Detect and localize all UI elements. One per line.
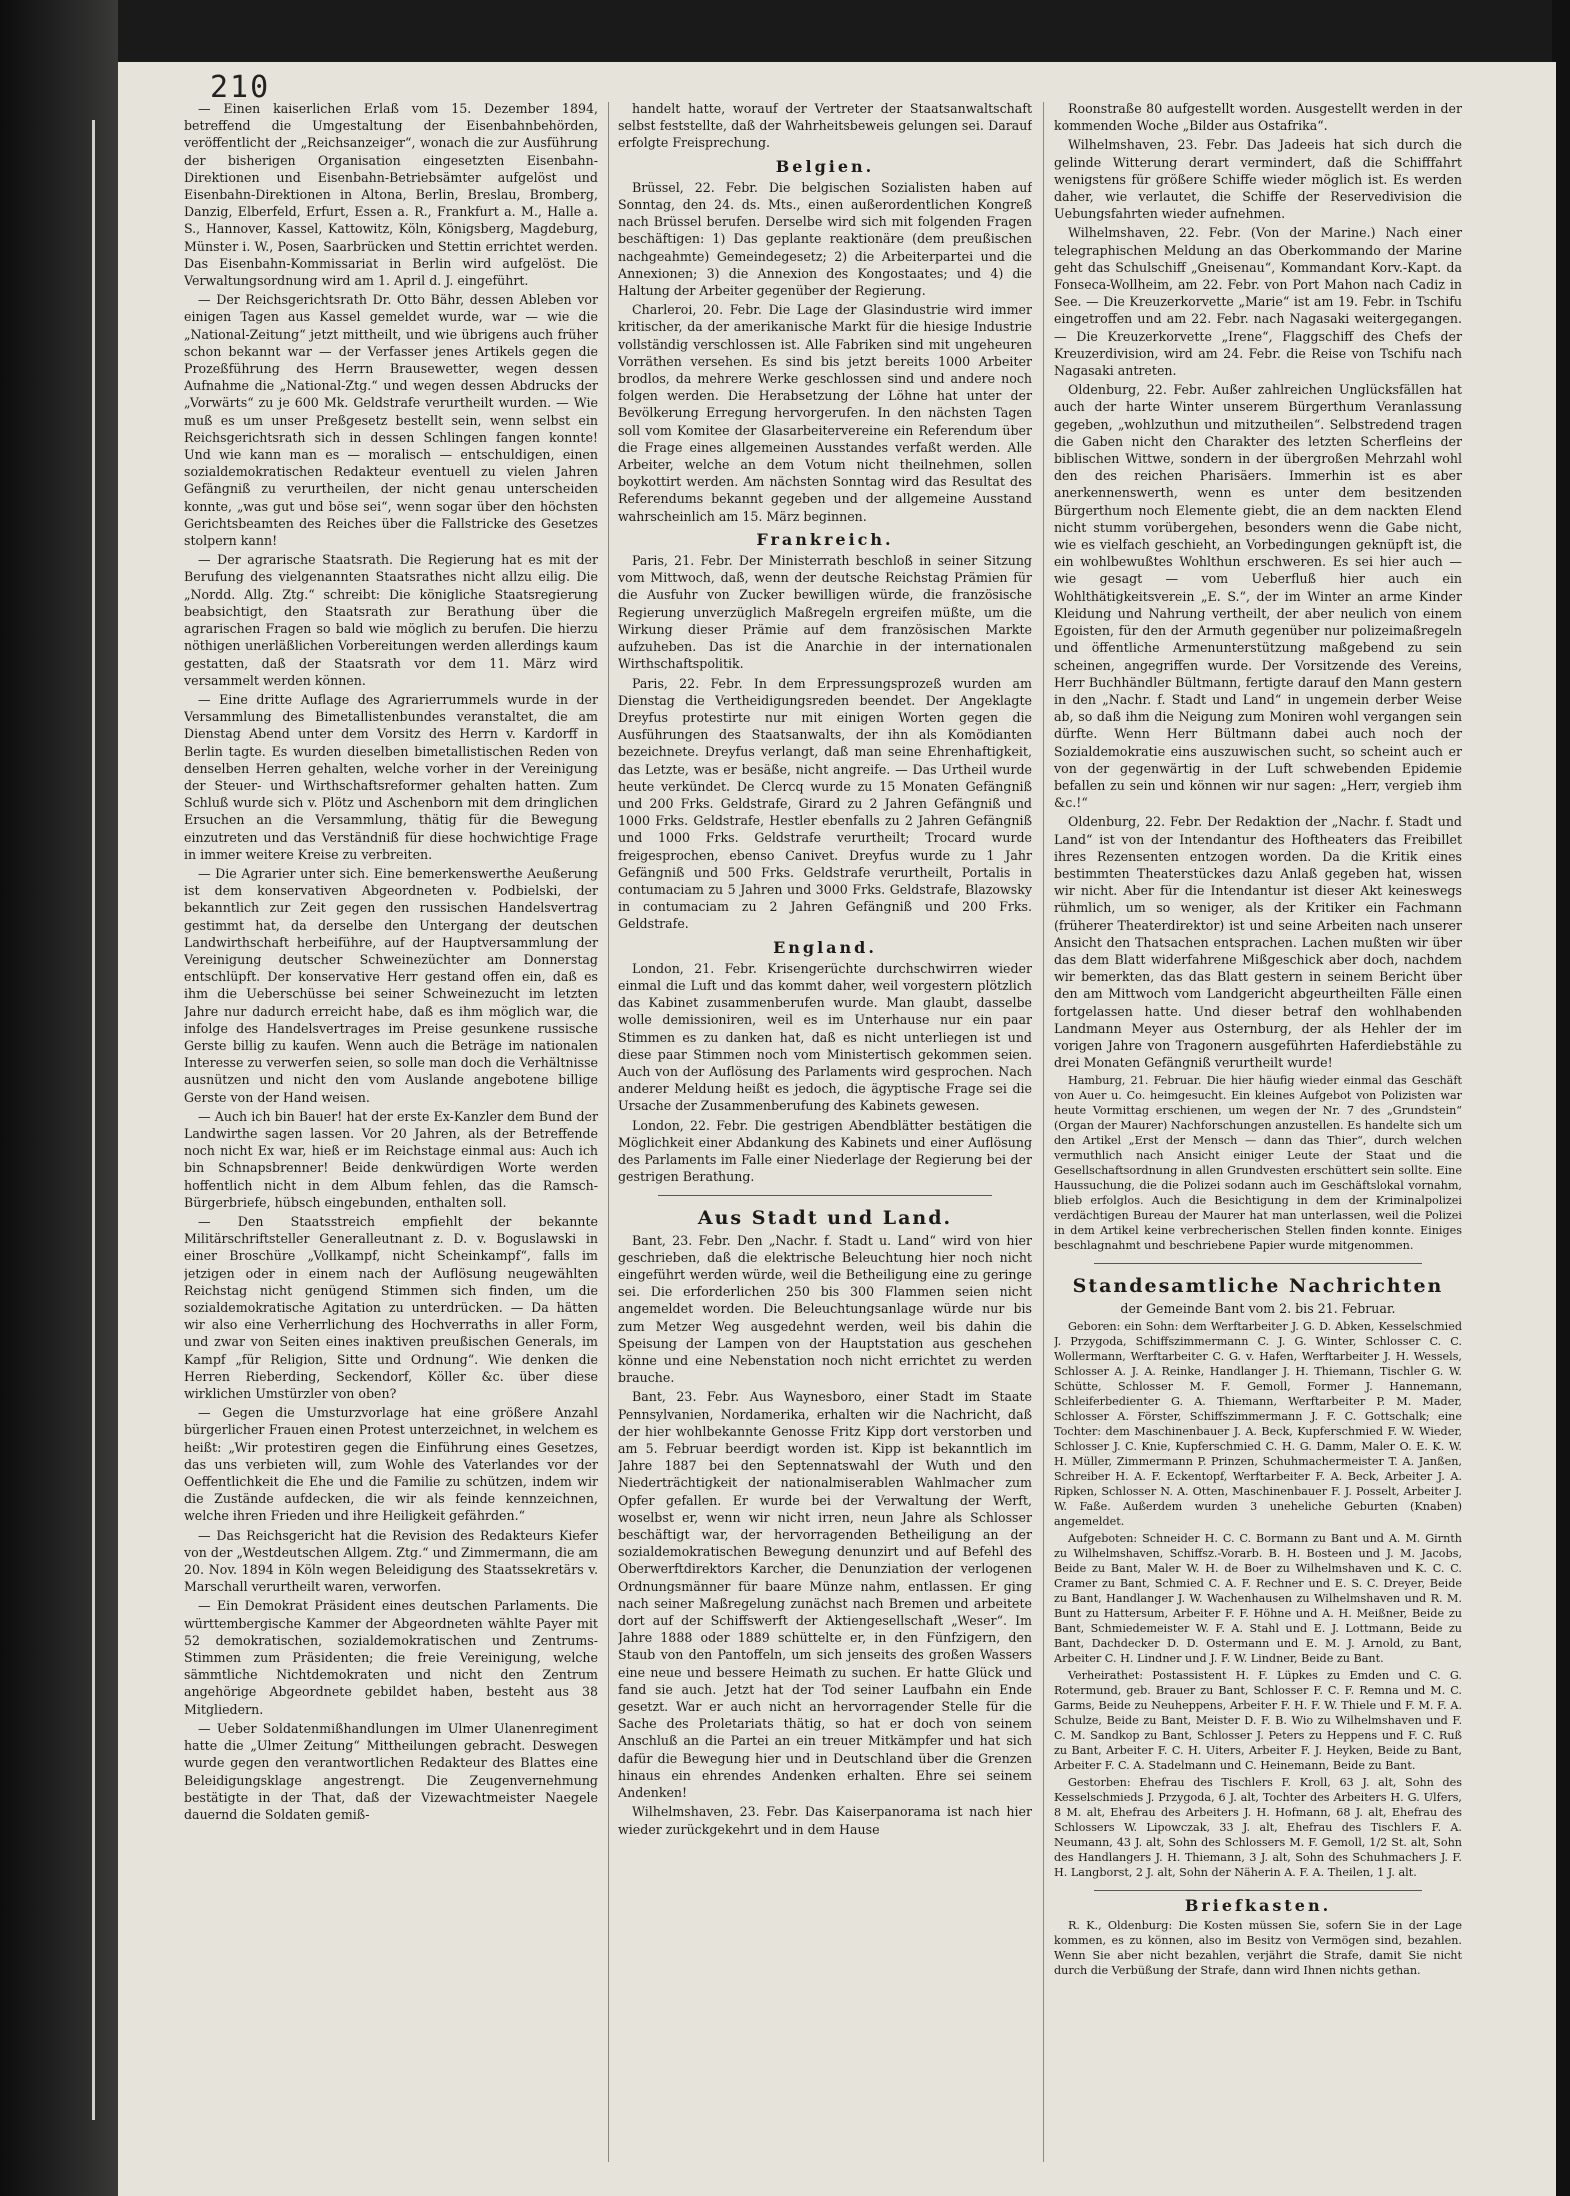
article: — Auch ich bin Bauer! hat der erste Ex-Kanzler dem Bund der Landwirthe sagen lassen. Vor 20 Jahren, als der Betreffende noch nicht Ex war, hieß er im Reichstage einmal aus: Auch ich bin Schnapsbrenner! Beide denkwürdigen Worte werden hoffentlich nicht in dem Album fehlen, das die Ramsch-Bürgerbriefe, hübsch eingebunden, enthalten soll. (184, 1108, 598, 1210)
column-middle (618, 100, 1032, 2170)
registry-entry: Geboren: ein Sohn: dem Werftarbeiter J. G. D. Abken, Kesselschmied J. Przygoda, Schiffszimmermann C. J. G. Winter, Schlosser C. C. Wollermann, Werftarbeiter C. G. v. Hafen, Werftarbeiter J. H. Wessels, Schlosser A. J. A. Reinke, Handlanger J. H. Thiemann, Tischler G. W. Schütte, Schlosser M. F. Gemoll, Former J. Hannemann, Schleiferbedienter G. A. Thiemann, Werftarbeiter P. M. Mader, Schlosser A. Förster, Schiffszimmermann J. F. C. Gottschalk; eine Tochter: dem Maschinenbauer J. A. Beck, Kupferschmied F. W. Wieder, Schlosser J. C. Knie, Kupferschmied C. H. G. Damm, Maler O. E. K. W. H. Müller, Zimmermann P. Prinzen, Schuhmachermeister T. A. Janßen, Schreiber H. A. F. Eckentopf, Werftarbeiter F. A. Beck, Arbeiter J. A. Ripken, Schlosser N. A. Otten, Maschinenbauer F. J. Posselt, Arbeiter J. W. Faße. Außerdem wurden 3 uneheliche Geburten (Knaben) angemeldet. (1054, 1319, 1462, 1528)
article: Wilhelmshaven, 22. Febr. (Von der Marine.) Nach einer telegraphischen Meldung an das Oberkommando der Marine geht das Schulschiff „Gneisenau“, Kommandant Korv.-Kapt. da Fonseca-Wollheim, am 22. Febr. von Port Mahon nach Cadiz in See. — Die Kreuzerkorvette „Marie“ ist am 19. Febr. in Tschifu eingetroffen und am 22. Febr. nach Nagasaki weitergegangen. — Die Kreuzerkorvette „Irene“, Flaggschiff des Chefs der Kreuzerdivision, wird am 24. Febr. die Reise von Tschifu nach Nagasaki antreten. (1054, 225, 1462, 379)
section-heading-standesamt: Standesamtliche Nachrichten (1072, 1275, 1444, 1298)
registry-entry: Gestorben: Ehefrau des Tischlers F. Kroll, 63 J. alt, Sohn des Kesselschmieds J. Przygoda, 6 J. alt, Tochter des Arbeiters H. G. Ulfers, 8 M. alt, Ehefrau des Arbeiters J. H. Hofmann, 68 J. alt, Ehefrau des Schlossers W. Lipowczak, 33 J. alt, Ehefrau des Tischlers F. A. Neumann, 43 J. alt, Sohn des Schlossers M. F. Gemoll, 1/2 St. alt, Sohn des Handlangers J. H. Thiemann, 3 J. alt, Sohn des Schuhmachers J. F. H. Langborst, 2 J. alt, Sohn der Näherin A. F. A. Theilen, 1 J. alt. (1054, 1775, 1462, 1879)
article: Bant, 23. Febr. Aus Waynesboro, einer Stadt im Staate Pennsylvanien, Nordamerika, erhalten wir die Nachricht, daß der hier wohlbekannte Genosse Fritz Kipp dort verstorben und am 5. Februar beerdigt worden ist. Kipp ist bekanntlich im Jahre 1887 bei den Septennatswahl der Wuth und den Niederträchtigkeit der nationalmiserablen Wahlmacher zum Opfer gefallen. Er wurde bei der Verwaltung der Werft, woselbst er, wenn wir nicht irren, neun Jahre als Schlosser beschäftigt war, der hervorragenden Betheiligung an der sozialdemokratischen Bewegung denunzirt und auf Befehl des Oberwerftdirektors Karcher, die Denunziation der verlogenen Ordnungsmänner für baare Münze nahm, entlassen. Er ging nach seiner Maßregelung zunächst nach Bremen und arbeitete dort auf der Schiffswerft der Aktiengesellschaft „Weser“. Im Jahre 1888 oder 1889 schüttelte er, in den Fünfzigern, den Staub von den Pantoffeln, um sich jenseits des großen Wassers eine neue und bessere Heimath zu suchen. Er hatte Glück und fand sie auch. Jetzt hat der Tod seiner Laufbahn ein Ende gesetzt. War er auch nicht an hervorragender Stelle für die Sache des Proletariats thätig, so hat er doch von seinem Anschluß an die Partei an ein treuer Mitkämpfer und hat sich dafür die Bewegung hier und in Deutschland über die Grenzen hinaus ein ehrendes Andenken erhalten. Ehre sei seinem Andenken! (618, 1389, 1032, 1801)
article: Roonstraße 80 aufgestellt worden. Ausgestellt werden in der kommenden Woche „Bilder aus Ostafrika“. (1054, 101, 1462, 134)
section-subheading: der Gemeinde Bant vom 2. bis 21. Februar. (1120, 1300, 1396, 1316)
article: — Ein Demokrat Präsident eines deutschen Parlaments. Die württembergische Kammer der Abgeordneten wählte Payer mit 52 demokratischen, sozialdemokratischen und Zentrums-Stimmen zum Präsidenten; die freie Vereinigung, welche sämmtliche Nichtdemokraten und nicht den Zentrum angehörige Abgeordnete gebildet haben, besteht aus 38 Mitgliedern. (184, 1598, 598, 1717)
article: Wilhelmshaven, 23. Febr. Das Jadeeis hat sich durch die gelinde Witterung derart vermindert, daß die Schifffahrt wenigstens für größere Schiffe wieder möglich ist. Es werden daher, wie verlautet, die Schiffe der Reservedivision die Uebungsfahrten wieder aufnehmen. (1054, 137, 1462, 222)
section-heading-frankreich: Frankreich. (756, 529, 894, 549)
article: — Eine dritte Auflage des Agrarierrummels wurde in der Versammlung des Bimetallistenbundes veranstaltet, die am Dienstag Abend unter dem Vorsitz des Herrn v. Kardorff in Berlin tagte. Es wurden dieselben bimetallistischen Reden von denselben Herren gehalten, welche vorher in der Vereinigung der Steuer- und Wirthschaftsreformer gehalten hatten. Zum Schluß wurde sich v. Plötz und Aschenborn mit dem dringlichen Ersuchen an die Versammlung, thätig für die Bewegung einzutreten und das Verständniß für diese hochwichtige Frage in immer weitere Kreise zu verbreiten. (184, 691, 598, 862)
binding-rule (92, 120, 95, 2120)
column-rule (1043, 102, 1044, 2162)
book-binding (0, 0, 118, 2196)
article: — Ueber Soldatenmißhandlungen im Ulmer Ulanenregiment hatte die „Ulmer Zeitung“ Mittheilungen gebracht. Deswegen wurde gegen den verantwortlichen Redakteur des Blattes eine Beleidigungsklage angestrengt. Die Zeugenvernehmung bestätigte in der That, daß der Vizewachtmeister Naegele dauernd die Soldaten gemiß- (184, 1720, 598, 1822)
section-divider (658, 1195, 992, 1196)
letter-reply: R. K., Oldenburg: Die Kosten müssen Sie, sofern Sie in der Lage kommen, es zu können, also im Besitz von Vermögen sind, bezahlen. Wenn Sie aber nicht bezahlen, verjährt die Strafe, damit Sie nicht durch die Verbüßung der Strafe, dann wird Ihnen nichts gethan. (1054, 1918, 1462, 1977)
registry-entry: Aufgeboten: Schneider H. C. C. Bormann zu Bant und A. M. Girnth zu Wilhelmshaven, Schiffsz.-Vorarb. B. H. Bosteen und J. M. Jacobs, Beide zu Bant, Maler W. H. de Boer zu Wilhelmshaven und K. C. C. Cramer zu Bant, Schmied C. A. F. Rechner und E. S. C. Dreyer, Beide zu Bant, Handlanger J. W. Wachenhausen zu Wilhelmshaven und R. M. Bunt zu Hattersum, Arbeiter F. F. Höhne und A. H. Meißner, Beide zu Bant, Schmiedemeister W. F. A. Stahl und E. J. Lottmann, Beide zu Bant, Dachdecker D. D. Ostermann und E. M. J. Arnold, zu Bant, Arbeiter C. H. Lindner und J. F. W. Lindner, Beide zu Bant. (1054, 1531, 1462, 1665)
section-heading-belgien: Belgien. (775, 156, 875, 176)
article: — Einen kaiserlichen Erlaß vom 15. Dezember 1894, betreffend die Umgestaltung der Eisenbahnbehörden, veröffentlicht der „Reichsanzeiger“, wonach die zur Ausführung der bisherigen Organisation eingesetzten Eisenbahn-Direktionen und Eisenbahn-Betriebsämter aufgelöst und Eisenbahn-Direktionen in Altona, Berlin, Breslau, Bromberg, Danzig, Elberfeld, Erfurt, Essen a. R., Frankfurt a. M., Halle a. S., Hannover, Kassel, Kattowitz, Köln, Königsberg, Magdeburg, Münster i. W., Posen, Saarbrücken und Stettin errichtet werden. Das Eisenbahn-Kommissariat in Berlin wird aufgelöst. Die Verwaltungsordnung wird am 1. April d. J. eingeführt. (184, 101, 598, 289)
article: Paris, 21. Febr. Der Ministerrath beschloß in seiner Sitzung vom Mittwoch, daß, wenn der deutsche Reichstag Prämien für die Ausfuhr von Zucker bewilligen würde, die französische Regierung unverzüglich Maßregeln ergreifen müßte, um die Wirkung dieser Prämie auf dem französischen Markte aufzuheben. Das ist die Anarchie in der internationalen Wirthschaftspolitik. (618, 553, 1032, 672)
section-heading-england: England. (773, 937, 877, 957)
column-rule (608, 102, 609, 2162)
article: Oldenburg, 22. Febr. Außer zahlreichen Unglücksfällen hat auch der harte Winter unserem Bürgerthum Veranlassung gegeben, „wohlzuthun und mitzutheilen“. Selbstredend tragen die Gaben nicht den Charakter des letzten Scherfleins der biblischen Wittwe, sondern in der übergroßen Mehrzahl wohl den des reichen Pharisäers. Immerhin ist es aber anerkennenswerth, wenn es unter dem besitzenden Bürgerthum noch Elemente giebt, die an dem nackten Elend nicht stumm vorübergehen, besonders wenn die Gabe nicht, wie es vielfach geschieht, an Vorbedingungen geknüpft ist, die ein wohlbewußtes Wohlthun erschweren. Es sei hier auch — wie gesagt — vom Ueberfluß hier auch ein Wohlthätigkeitsverein „E. S.“, der im Winter an arme Kinder Kleidung und Nahrung vertheilt, der aber neulich von einem Egoisten, für den der Armuth gegenüber nur polizeimaßregeln und öffentliche Armenunterstützung maßgebend zu sein scheinen, angegriffen wurde. Der Vorsitzende des Vereins, Herr Buchhändler Bültmann, fertigte darauf den Mann gestern in den „Nachr. f. Stadt und Land“ in ungemein derber Weise ab, so daß ihm die Neigung zum Moniren wohl vergangen sein dürfte. Wenn Herr Bültmann dabei auch noch der Sozialdemokratie eins auszuwischen sucht, so scheint auch er von der gegenwärtig in der Luft schwebenden Epidemie befallen zu sein und können wir nur sagen: „Herr, vergieb ihm &c.!“ (1054, 382, 1462, 811)
article: — Das Reichsgericht hat die Revision des Redakteurs Kiefer von der „Westdeutschen Allgem. Ztg.“ und Zimmermann, die am 20. Nov. 1894 in Köln wegen Beleidigung des Staatssekretärs v. Marschall verurtheilt waren, verworfen. (184, 1527, 598, 1595)
column-right (1054, 100, 1462, 2170)
section-divider (1094, 1263, 1422, 1264)
registry-entry: Verheirathet: Postassistent H. F. Lüpkes zu Emden und C. G. Rotermund, geb. Brauer zu Bant, Schlosser F. C. F. Remna und M. C. Garms, Beide zu Neuheppens, Arbeiter F. H. F. W. Thiele und F. M. F. A. Schulze, Beide zu Bant, Meister D. F. B. Wio zu Wilhelmshaven und F. C. M. Sandkop zu Bant, Schlosser J. Peters zu Heppens und F. C. Ruß zu Bant, Arbeiter F. C. H. Uiters, Arbeiter F. J. Heyken, Beide zu Bant, Arbeiter F. C. A. Stadelmann und C. Heinemann, Beide zu Bant. (1054, 1668, 1462, 1772)
article: — Den Staatsstreich empfiehlt der bekannte Militärschriftsteller Generalleutnant z. D. v. Boguslawski in einer Broschüre „Vollkampf, nicht Scheinkampf“, falls im jetzigen oder in einem nach der Auflösung neugewählten Reichstag nicht genügend Stimmen sich finden, um die sozialdemokratische Agitation zu unterdrücken. — Da hätten wir also eine Verherrlichung des Hochverraths in aller Form, und zwar von Seiten eines inaktiven preußischen Generals, im Kampf „für Religion, Sitte und Ordnung“. Wie denken die Herren Rieberding, Seckendorf, Köller &c. über diese wirklichen Umstürzler von oben? (184, 1214, 598, 1402)
newspaper-page (118, 62, 1556, 2196)
article: Brüssel, 22. Febr. Die belgischen Sozialisten haben auf Sonntag, den 24. ds. Mts., einen außerordentlichen Kongreß nach Brüssel berufen. Derselbe wird sich mit folgenden Fragen beschäftigen: 1) Das geplante reaktionäre (dem preußischen nachgeahmte) Gemeindegesetz; 2) die Arbeiterpartei und die Annexionen; 3) die Annexion des Kongostaates; und 4) die Haltung der Arbeiter gegenüber der Regierung. (618, 179, 1032, 299)
article-continuation: handelt hatte, worauf der Vertreter der Staatsanwaltschaft selbst feststellte, daß der Wahrheitsbeweis gelungen sei. Darauf erfolgte Freisprechung. (618, 101, 1032, 151)
article: Bant, 23. Febr. Den „Nachr. f. Stadt u. Land“ wird von hier geschrieben, daß die elektrische Beleuchtung hier noch nicht eingeführt werden würde, weil die Betheiligung eine zu geringe sei. Die erforderlichen 250 bis 300 Flammen seien nicht angemeldet worden. Die Beleuchtungsanlage würde nur bis zum Metzer Weg ausgedehnt werden, weil bis dahin die Speisung der Lampen von der Hauptstation aus geschehen könne und eine Nebenstation noch nicht errichtet zu werden brauche. (618, 1232, 1032, 1386)
article: — Gegen die Umsturzvorlage hat eine größere Anzahl bürgerlicher Frauen einen Protest unterzeichnet, in welchem es heißt: „Wir protestiren gegen die Einführung eines Gesetzes, das uns verbieten will, zum Wohle des Vaterlandes vor der Oeffentlichkeit die Ehe und die Familie zu schützen, indem wir die Zustände aufdecken, die wir als feinde kennzeichnen, welche ihren Frieden und ihre Heiligkeit gefährden.“ (184, 1405, 598, 1524)
column-left (184, 100, 598, 2170)
article: Paris, 22. Febr. In dem Erpressungsprozeß wurden am Dienstag die Vertheidigungsreden beendet. Der Angeklagte Dreyfus protestirte nur mit einigen Worten gegen die Ausführungen des Staatsanwalts, der ihn als Komödianten bezeichnete. Dreyfus verlangt, daß man seine Ehrenhaftigkeit, das Letzte, was er besäße, nicht angreife. — Das Urtheil wurde heute verkündet. De Clercq wurde zu 15 Monaten Gefängniß und 200 Frks. Geldstrafe, Girard zu 2 Jahren Gefängniß und 1000 Frks. Geldstrafe, Hestler ebenfalls zu 2 Jahren Gefängniß und 1000 Frks. Geldstrafe verurtheilt; Trocard wurde freigesprochen, ebenso Canivet. Dreyfus wurde zu 1 Jahr Gefängniß und 500 Frks. Geldstrafe verurtheilt, Portalis in contumaciam zu 5 Jahren und 3000 Frks. Geldstrafe, Blazowsky in contumaciam zu 2 Jahren Gefängniß und 200 Frks. Geldstrafe. (618, 675, 1032, 932)
article: — Der Reichsgerichtsrath Dr. Otto Bähr, dessen Ableben vor einigen Tagen aus Kassel gemeldet wurde, war — wie die „National-Zeitung“ jetzt mittheilt, und wie übrigens auch früher schon bekannt war — der Verfasser jenes Artikels gegen die Prozeßführung des Herrn Brausewetter, wegen dessen Aufnahme die „National-Ztg.“ und wegen dessen Abdrucks der „Vorwärts“ zu je 600 Mk. Geldstrafe verurtheilt wurden. — Wie muß es um unser Preßgesetz bestellt sein, wenn selbst ein Reichsgerichtsrath sich in dessen Schlingen fangen konnte! Und wie kann man es — moralisch — entschuldigen, einen sozialdemokratischen Redakteur eventuell zu vielen Jahren Gefängniß zu verurtheilen, der nicht genau unterscheiden konnte, „was gut und böse sei“, wenn sogar über den höchsten Gerichtsbeamten des Reiches über die Fallstricke des Gesetzes stolpern kann! (184, 292, 598, 549)
article: Oldenburg, 22. Febr. Der Redaktion der „Nachr. f. Stadt und Land“ ist von der Intendantur des Hoftheaters das Freibillet ihres Rezensenten entzogen worden. Da die Kritik eines bestimmten Theaterstückes dazu Anlaß gegeben hat, wissen wir nicht. Aber für die Intendantur ist dieser Akt keineswegs rühmlich, um so weniger, als der Kritiker ein Fachmann (früherer Theaterdirektor) ist und seine Arbeiten nach unserer Ansicht den Thatsachen entsprachen. Lachen mußten wir über das dem Blatt widerfahrene Mißgeschick aber doch, nachdem wir bemerkten, das das Blatt gestern in seinem Bericht über den am Mittwoch vom Landgericht abgeurtheilten Fälle einen fortgelassen hatte. Und dieser betraf den wohlhabenden Landmann Meyer aus Osternburg, der als Hehler der im vorigen Jahre von Tragonern ausgeführten Haferdiebstähle zu drei Monaten Gefängniß verurtheilt wurde! (1054, 814, 1462, 1071)
article: London, 22. Febr. Die gestrigen Abendblätter bestätigen die Möglichkeit einer Abdankung des Kabinets und einer Auflösung des Parlaments im Falle einer Niederlage der Regierung bei der gestrigen Berathung. (618, 1117, 1032, 1185)
article: Charleroi, 20. Febr. Die Lage der Glasindustrie wird immer kritischer, da der amerikanische Markt für die hiesige Industrie vollständig verschlossen ist. Alle Fabriken sind mit ungeheuren Vorräthen versehen. Es sind bis jetzt bereits 1000 Arbeiter brodlos, da mehrere Werke geschlossen sind und andere noch folgen werden. Die Herabsetzung der Löhne hat unter der Bevölkerung Erregung hervorgerufen. In den nächsten Tagen soll vom Komitee der Glasarbeitervereine ein Referendum über die Frage eines allgemeinen Ausstandes verfaßt werden. Alle Arbeiter, welche an dem Votum nicht theilnehmen, sollen boykottirt werden. Am nächsten Sonntag wird das Resultat des Referendums bekannt gegeben und der allgemeine Ausstand wahrscheinlich am 15. März beginnen. (618, 302, 1032, 524)
section-heading-briefkasten: Briefkasten. (1184, 1895, 1332, 1915)
section-divider (1094, 1890, 1422, 1891)
article: Wilhelmshaven, 23. Febr. Das Kaiserpanorama ist nach hier wieder zurückgekehrt und in dem Hause (618, 1804, 1032, 1837)
page-number: 210 (210, 70, 271, 105)
article: London, 21. Febr. Krisengerüchte durchschwirren wieder einmal die Luft und das kommt daher, weil vorgestern plötzlich das Kabinet zusammenberufen wurde. Man glaubt, dasselbe wolle demissioniren, weil es im Unterhause nur ein paar Stimmen es zu danken hat, daß es nicht unterliegen ist und diese paar Stimmen noch vom Ministertisch gekommen seien. Auch von der Auflösung des Parlaments wird gesprochen. Nach anderer Meldung heißt es jedoch, die ägyptische Frage sei die Ursache der Zusammenberufung des Kabinets gewesen. (618, 960, 1032, 1114)
section-heading-stadt-land: Aus Stadt und Land. (697, 1207, 953, 1230)
article-small: Hamburg, 21. Februar. Die hier häufig wieder einmal das Geschäft von Auer u. Co. heimgesucht. Ein kleines Aufgebot von Polizisten war heute Vormittag erschienen, um wegen der Nr. 7 des „Grundstein“ (Organ der Maurer) Nachforschungen anzustellen. Es handelte sich um den Artikel „Erst der Mensch — dann das Thier“, durch welchen vermuthlich nach Ansicht einiger Leute der Staat und die Gesellschaftsordnung in allen Grundvesten erschüttert sein sollte. Eine Haussuchung, die die Polizei sodann auch im Geschäftslokal vornahm, blieb erfolglos. Auch die Besichtigung in dem der Kriminalpolizei verdächtigen Bureau der Maurer hat man unterlassen, weil die Polizei in dem Artikel keine verbrecherischen Stellen finden konnte. Einiges beschlagnahmt und beschriebene Papier wurde mitgenommen. (1054, 1074, 1462, 1253)
article: — Die Agrarier unter sich. Eine bemerkenswerthe Aeußerung ist dem konservativen Abgeordneten v. Podbielski, der bekanntlich zur Zeit gegen den russischen Handelsvertrag gestimmt hat, da derselbe den Untergang der deutschen Landwirthschaft herbeiführe, auf der Hauptversammlung der Vereinigung deutscher Schweinezüchter am Donnerstag entschlüpft. Der konservative Herr gestand offen ein, daß es ihm die Ueberschüsse bei seiner Schweinezucht im letzten Jahre nur dadurch erreicht habe, daß es ihm möglich war, die infolge des Handelsvertrages im Preise gesunkene russische Gerste billig zu kaufen. Wenn auch die Beträge im nationalen Interesse zu verwerfen seien, so solle man doch die Verhältnisse ausnützen und nicht den vom Auslande angebotene billige Gerste von der Hand weisen. (184, 865, 598, 1105)
article: — Der agrarische Staatsrath. Die Regierung hat es mit der Berufung des vielgenannten Staatsrathes nicht allzu eilig. Die „Nordd. Allg. Ztg.“ schreibt: Die königliche Staatsregierung beabsichtigt, den Staatsrath zur Berathung über die agrarischen Fragen so bald wie möglich zu berufen. Die hierzu nöthigen unerläßlichen Vorbereitungen werden allerdings kaum gestatten, daß der Staatsrath vor dem 11. März wird versammelt werden können. (184, 552, 598, 688)
